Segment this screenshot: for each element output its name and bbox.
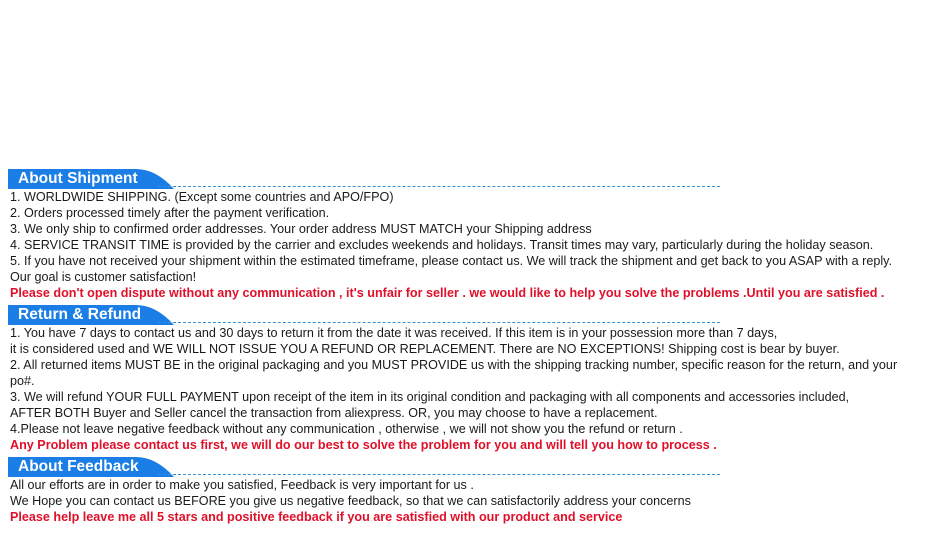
text-line: 2. All returned items MUST BE in the original packaging and you MUST PROVIDE us with the shipping tracking number, specific reason for the return, and your: [10, 358, 898, 372]
text-line: po#.: [10, 374, 35, 388]
text-line: 3. We will refund YOUR FULL PAYMENT upon receipt of the item in its original condition and packaging with all components and accessories included,: [10, 390, 850, 404]
section-header: [8, 169, 938, 189]
text-line: All our efforts are in order to make you satisfied, Feedback is very important for us .: [10, 478, 474, 492]
section-tab: [8, 305, 176, 325]
section-tab: [8, 457, 176, 477]
text-line: 2. Orders processed timely after the payment verification.: [10, 206, 330, 220]
text-line: We Hope you can contact us BEFORE you give us negative feedback, so that we can satisfactorily address your concerns: [10, 494, 691, 508]
text-line: 5. If you have not received your shipment within the estimated timeframe, please contact us. We will track the shipment and get back to you ASAP with a reply.: [10, 254, 893, 268]
text-line: 4.Please not leave negative feedback without any communication , otherwise , we will not show you the refund or return .: [10, 422, 683, 436]
section-title: About Shipment: [18, 170, 138, 187]
dashed-divider: [158, 186, 720, 187]
section-title: About Feedback: [18, 458, 139, 475]
section-header: [8, 305, 938, 325]
text-line: AFTER BOTH Buyer and Seller cancel the transaction from aliexpress. OR, you may choose to have a replacement.: [10, 406, 658, 420]
section-tab: [8, 169, 176, 189]
text-line: 3. We only ship to confirmed order addresses. Your order address MUST MATCH your Shipping address: [10, 222, 592, 236]
dashed-divider: [158, 322, 720, 323]
text-line: it is considered used and WE WILL NOT ISSUE YOU A REFUND OR REPLACEMENT. There are NO EXCEPTIONS! Shipping cost is bear by buyer.: [10, 342, 840, 356]
text-line: Our goal is customer satisfaction!: [10, 270, 197, 284]
section-header: [8, 457, 938, 477]
about-shipment-section: [8, 169, 938, 301]
text-line: 1. WORLDWIDE SHIPPING. (Except some countries and APO/FPO): [10, 190, 394, 204]
dashed-divider: [158, 474, 720, 475]
return-refund-section: [8, 305, 938, 453]
text-line: 4. SERVICE TRANSIT TIME is provided by the carrier and excludes weekends and holidays. Transit times may vary, particularly during the holiday season.: [10, 238, 874, 252]
warning-text: Please don't open dispute without any communication , it's unfair for seller . we would like to help you solve the problems .Until you are satisfied .: [10, 286, 885, 300]
about-feedback-section: [8, 457, 938, 525]
section-title: Return & Refund: [18, 306, 142, 323]
warning-text: Any Problem please contact us first, we will do our best to solve the problem for you and will tell you how to process .: [10, 438, 717, 452]
warning-text: Please help leave me all 5 stars and positive feedback if you are satisfied with our product and service: [10, 510, 623, 524]
text-line: 1. You have 7 days to contact us and 30 days to return it from the date it was received. If this item is in your possession more than 7 days,: [10, 326, 778, 340]
